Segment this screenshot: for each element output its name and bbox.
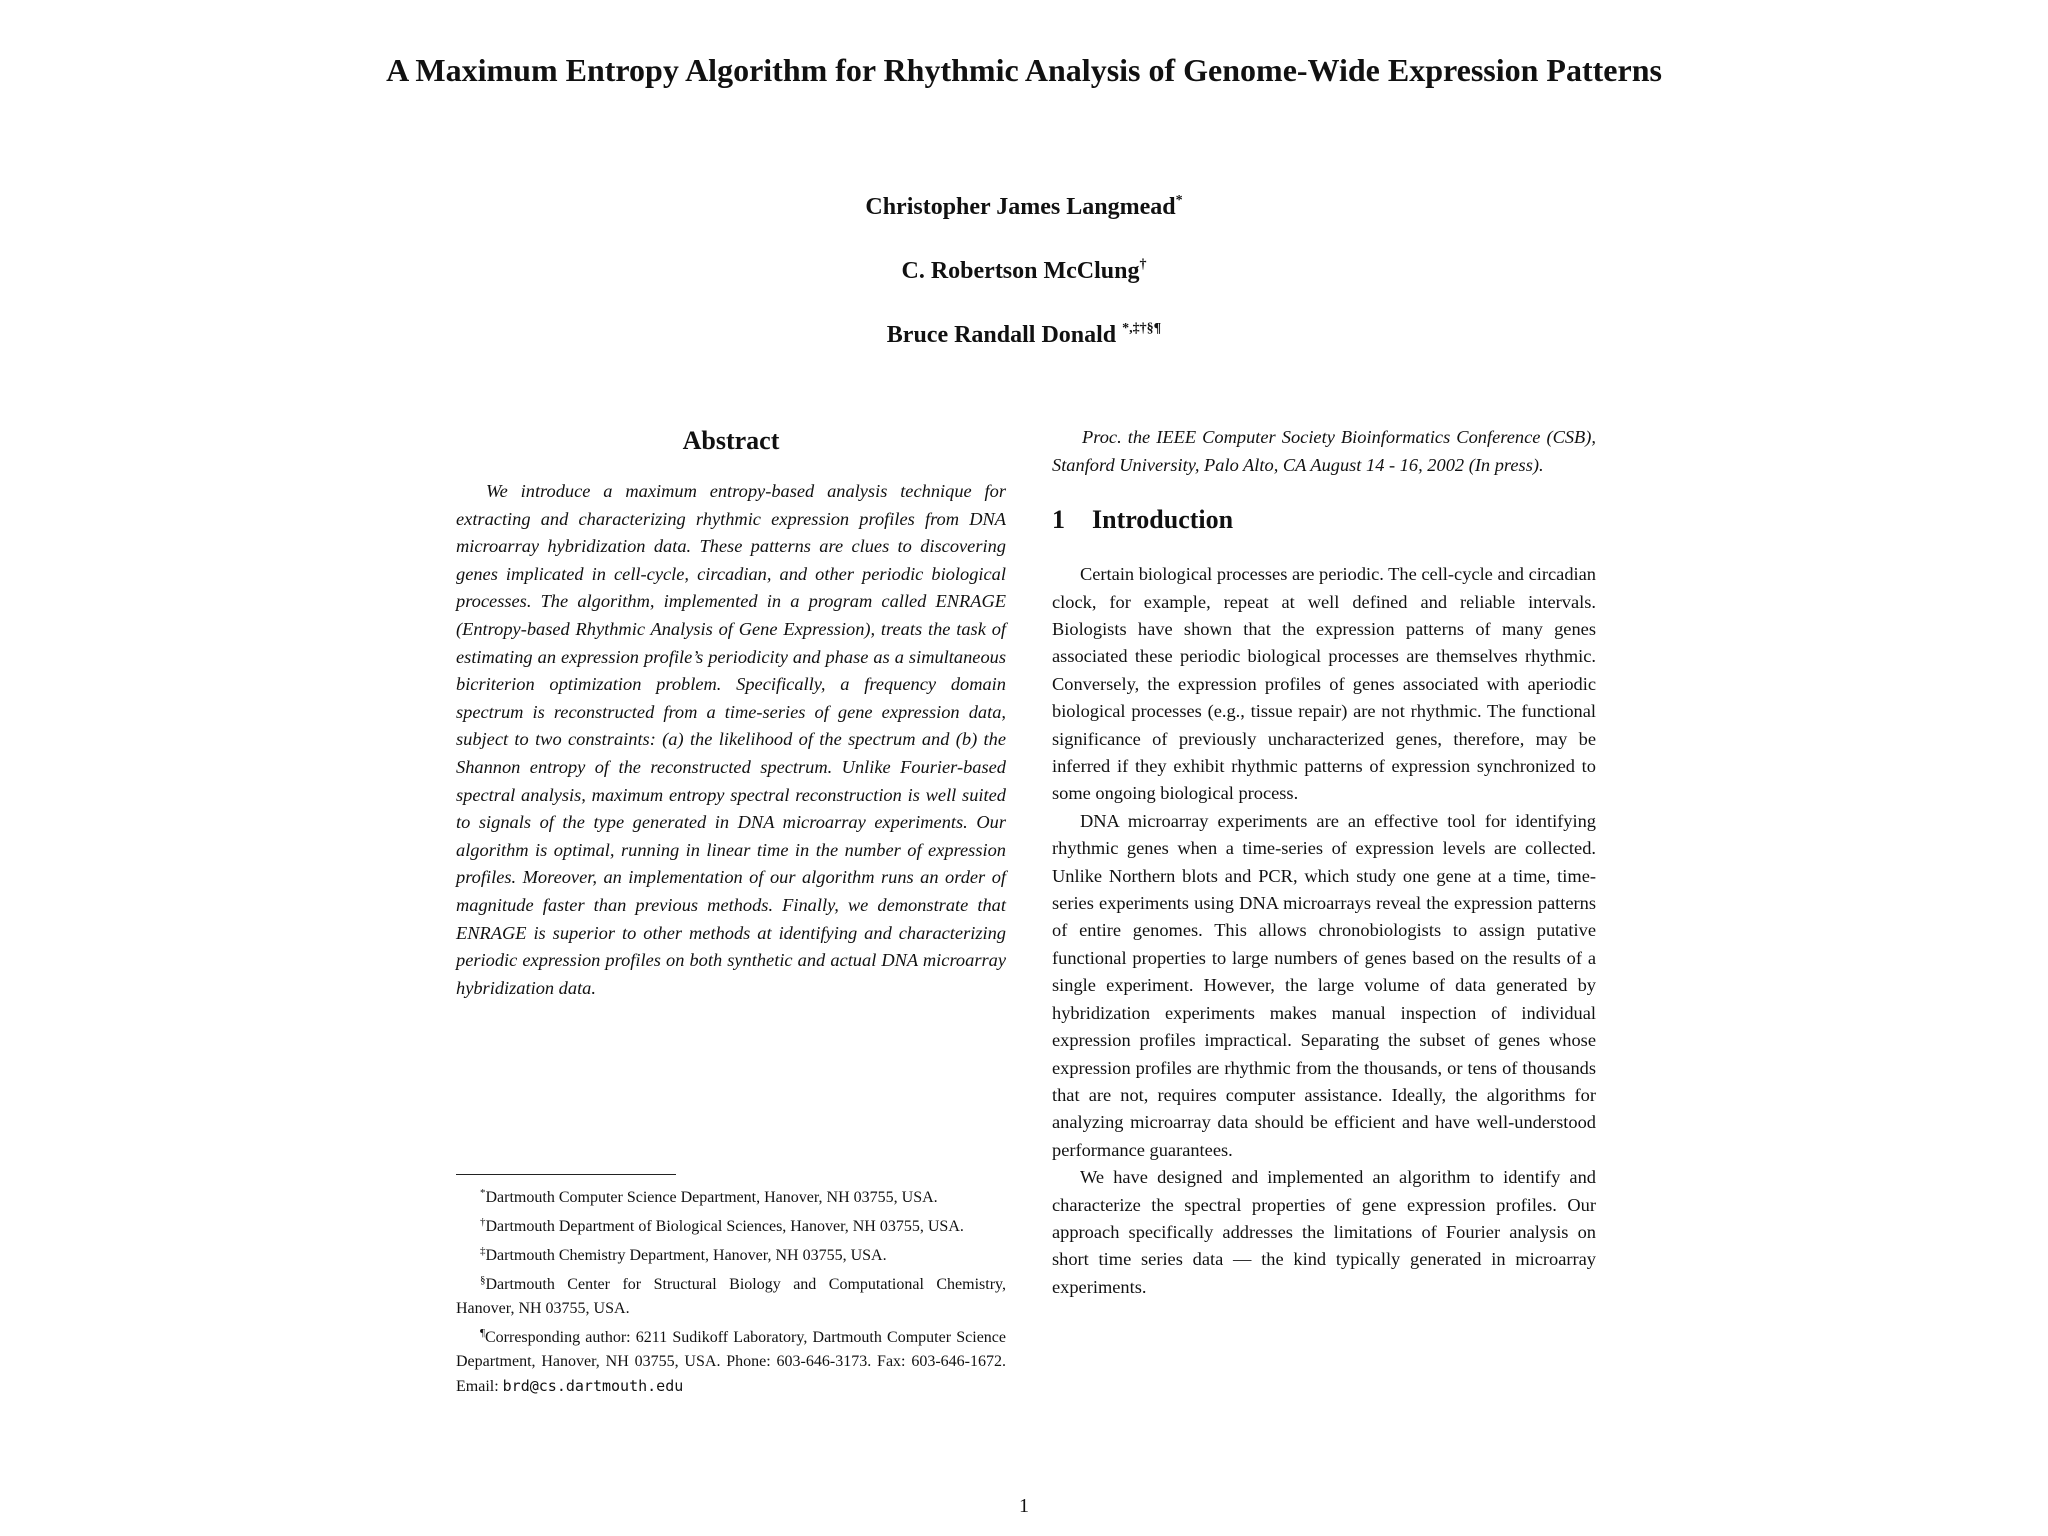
footnote-mark: ¶	[480, 1327, 485, 1339]
left-column	[456, 424, 1006, 1002]
intro-paragraph: We have designed and implemented an algorithm to identify and characterize the spectral properties of gene expression profiles. Our approach specifically addresses the limitations of Fourier analysis on short time series data — the kind typically generated in microarray experiments.	[1052, 1167, 1596, 1297]
footnote-text: Dartmouth Center for Structural Biology and Computational Chemistry, Hanover, NH 03755, USA.	[456, 1276, 1006, 1317]
footnote-mark: §	[480, 1274, 486, 1286]
abstract-text: We introduce a maximum entropy-based analysis technique for extracting and characterizing rhythmic expression profiles from DNA microarray hybridization data. These patterns are clues to discovering genes implicated in cell-cycle, circadian, and other periodic biological processes. The algorithm, implemented in a program called ENRAGE (Entropy-based Rhythmic Analysis of Gene Expression), treats the task of estimating an expression profile’s periodicity and phase as a simultaneous bicriterion optimization problem. Specifically, a frequency domain spectrum is reconstructed from a time-series of gene expression data, subject to two constraints: (a) the likelihood of the spectrum and (b) the Shannon entropy of the reconstructed spectrum. Unlike Fourier-based spectral analysis, maximum entropy spectral reconstruction is well suited to signals of the type generated in DNA microarray experiments. Our algorithm is optimal, running in linear time in the number of expression profiles. Moreover, an implementation of our algorithm runs an order of magnitude faster than previous methods. Finally, we demonstrate that ENRAGE is superior to other methods at identifying and characterizing periodic expression profiles on both synthetic and actual DNA microarray hybridization data.	[456, 481, 1006, 998]
footnote	[456, 1181, 1006, 1210]
footnote-text: Dartmouth Chemistry Department, Hanover, NH 03755, USA.	[485, 1247, 887, 1264]
footnote	[456, 1239, 1006, 1268]
email-link[interactable]: brd@cs.dartmouth.edu	[502, 1377, 684, 1395]
footnote-text: Dartmouth Department of Biological Sciences, Hanover, NH 03755, USA.	[485, 1218, 964, 1235]
footnote-text: Dartmouth Computer Science Department, Hanover, NH 03755, USA.	[485, 1189, 938, 1206]
right-column	[1052, 424, 1596, 1301]
footnotes	[456, 1174, 1006, 1399]
intro-paragraph: DNA microarray experiments are an effective tool for identifying rhythmic genes when a time-series of expression levels are collected. Unlike Northern blots and PCR, which study one gene at a time, time-series experiments using DNA microarrays reveal the expression patterns of entire genomes. This allows chronobiologists to assign putative functional properties to large numbers of genes based on the results of a single experiment. However, the large volume of data generated by hybridization experiments makes manual inspection of individual expression profiles impractical. Separating the subset of genes whose expression profiles are rhythmic from the thousands, or tens of thousands that are not, requires computer assistance. Ideally, the algorithms for analyzing microarray data should be efficient and have well-understood performance guarantees.	[1052, 810, 1596, 1160]
abstract-heading: Abstract	[682, 426, 780, 455]
footnote-text: Corresponding author: 6211 Sudikoff Laboratory, Dartmouth Computer Science Department, Hanover, NH 03755, USA. Phone: 603-646-3173. Fax: 603-646-1672. Email:	[456, 1329, 1006, 1395]
section-heading	[1052, 503, 1596, 537]
author-affiliation-marks: †	[1139, 257, 1147, 272]
author-1	[380, 186, 1668, 222]
footnote-mark: †	[480, 1216, 486, 1228]
author-name: Christopher James Langmead	[865, 194, 1176, 220]
footnote	[456, 1210, 1006, 1239]
paper-title: A Maximum Entropy Algorithm for Rhythmic Analysis of Genome-Wide Expression Patterns	[386, 52, 1662, 88]
intro-paragraph: Certain biological processes are periodic. The cell-cycle and circadian clock, for example, repeat at well defined and reliable intervals. Biologists have shown that the expression patterns of many genes associated these periodic biological processes are themselves rhythmic. Conversely, the expression profiles of genes associated with aperiodic biological processes (e.g., tissue repair) are not rhythmic. The functional significance of previously uncharacterized genes, therefore, may be inferred if they exhibit rhythmic patterns of expression synchronized to some ongoing biological process.	[1052, 564, 1596, 804]
section-title: Introduction	[1092, 505, 1234, 535]
author-affiliation-marks: *,‡†§¶	[1122, 321, 1162, 336]
author-2	[380, 250, 1668, 286]
author-affiliation-marks: *	[1175, 193, 1183, 208]
footnote	[456, 1268, 1006, 1321]
author-name: C. Robertson McClung	[901, 258, 1140, 284]
page-number: 1	[1019, 1495, 1029, 1517]
author-3	[380, 314, 1668, 350]
author-name: Bruce Randall Donald	[886, 322, 1123, 348]
footnote-mark: *	[480, 1187, 486, 1199]
footnote-rule	[456, 1174, 676, 1175]
proceedings-note: Proc. the IEEE Computer Society Bioinformatics Conference (CSB), Stanford University, Palo Alto, CA August 14 - 16, 2002 (In press).	[1052, 427, 1596, 475]
section-number: 1	[1052, 505, 1065, 535]
footnote-mark: ‡	[480, 1245, 486, 1257]
footnote	[456, 1321, 1006, 1399]
